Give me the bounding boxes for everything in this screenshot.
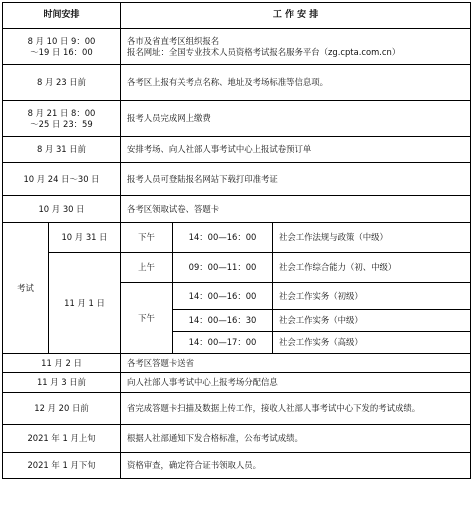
time-cell: 12 月 20 日前 bbox=[3, 393, 121, 425]
work-cell: 报考人员可登陆报名网站下载打印准考证 bbox=[121, 163, 471, 196]
exam-slot: 14：00—16：30 bbox=[173, 310, 273, 332]
exam-period: 下午 bbox=[121, 283, 173, 354]
work-line: 报名网址：全国专业技术人员资格考试报名服务平台（zg.cpta.com.cn） bbox=[127, 46, 401, 57]
exam-label: 考试 bbox=[3, 223, 49, 354]
exam-slot: 14：00—17：00 bbox=[173, 332, 273, 354]
time-line: 8 月 10 日 9：00 bbox=[27, 35, 96, 46]
exam-date: 10 月 31 日 bbox=[49, 223, 121, 253]
time-cell: 8 月 23 日前 bbox=[3, 65, 121, 101]
time-cell bbox=[3, 29, 121, 65]
time-cell: 2021 年 1 月下旬 bbox=[3, 453, 121, 479]
time-cell: 10 月 30 日 bbox=[3, 196, 121, 223]
exam-slot: 14：00—16：00 bbox=[173, 223, 273, 253]
time-cell: 10 月 24 日～30 日 bbox=[3, 163, 121, 196]
table-row bbox=[3, 354, 471, 373]
header-time: 时间安排 bbox=[3, 3, 121, 29]
work-cell: 各考区答题卡送省 bbox=[121, 354, 471, 373]
table-row bbox=[3, 163, 471, 196]
table-row bbox=[3, 65, 471, 101]
exam-period: 上午 bbox=[121, 253, 173, 283]
header-row bbox=[3, 3, 471, 29]
exam-subject: 社会工作实务（中级） bbox=[273, 310, 471, 332]
work-cell: 报考人员完成网上缴费 bbox=[121, 101, 471, 137]
table-row bbox=[3, 453, 471, 479]
table-row bbox=[3, 393, 471, 425]
work-cell bbox=[121, 29, 471, 65]
exam-subject: 社会工作实务（初级） bbox=[273, 283, 471, 310]
work-cell: 根据人社部通知下发合格标准，公布考试成绩。 bbox=[121, 425, 471, 453]
time-line: 8 月 21 日 8：00 bbox=[27, 107, 96, 118]
exam-subject: 社会工作综合能力（初、中级） bbox=[273, 253, 471, 283]
work-line: 各市及省直考区组织报名 bbox=[127, 35, 220, 46]
work-cell: 各考区领取试卷、答题卡 bbox=[121, 196, 471, 223]
exam-row bbox=[3, 223, 471, 253]
work-cell: 安排考场、向人社部人事考试中心上报试卷预订单 bbox=[121, 137, 471, 163]
time-cell: 11 月 3 日前 bbox=[3, 373, 121, 393]
time-cell bbox=[3, 101, 121, 137]
time-line: ～19 日 16：00 bbox=[30, 46, 93, 57]
table-row bbox=[3, 137, 471, 163]
time-cell: 11 月 2 日 bbox=[3, 354, 121, 373]
work-cell: 省完成答题卡扫描及数据上传工作，接收人社部人事考试中心下发的考试成绩。 bbox=[121, 393, 471, 425]
exam-schedule-table bbox=[2, 2, 471, 479]
time-cell: 8 月 31 日前 bbox=[3, 137, 121, 163]
time-line: ～25 日 23：59 bbox=[30, 118, 93, 129]
exam-date: 11 月 1 日 bbox=[49, 253, 121, 354]
time-cell: 2021 年 1 月上旬 bbox=[3, 425, 121, 453]
exam-slot: 14：00—16：00 bbox=[173, 283, 273, 310]
work-cell: 资格审查，确定符合证书领取人员。 bbox=[121, 453, 471, 479]
work-cell: 向人社部人事考试中心上报考场分配信息 bbox=[121, 373, 471, 393]
exam-slot: 09：00—11：00 bbox=[173, 253, 273, 283]
table-row bbox=[3, 29, 471, 65]
exam-row bbox=[3, 253, 471, 283]
table-row bbox=[3, 101, 471, 137]
exam-period: 下午 bbox=[121, 223, 173, 253]
table-row bbox=[3, 196, 471, 223]
header-work: 工 作 安 排 bbox=[121, 3, 471, 29]
work-cell: 各考区上报有关考点名称、地址及考场标准等信息项。 bbox=[121, 65, 471, 101]
table-row bbox=[3, 425, 471, 453]
exam-subject: 社会工作法规与政策（中级） bbox=[273, 223, 471, 253]
exam-subject: 社会工作实务（高级） bbox=[273, 332, 471, 354]
table-row bbox=[3, 373, 471, 393]
